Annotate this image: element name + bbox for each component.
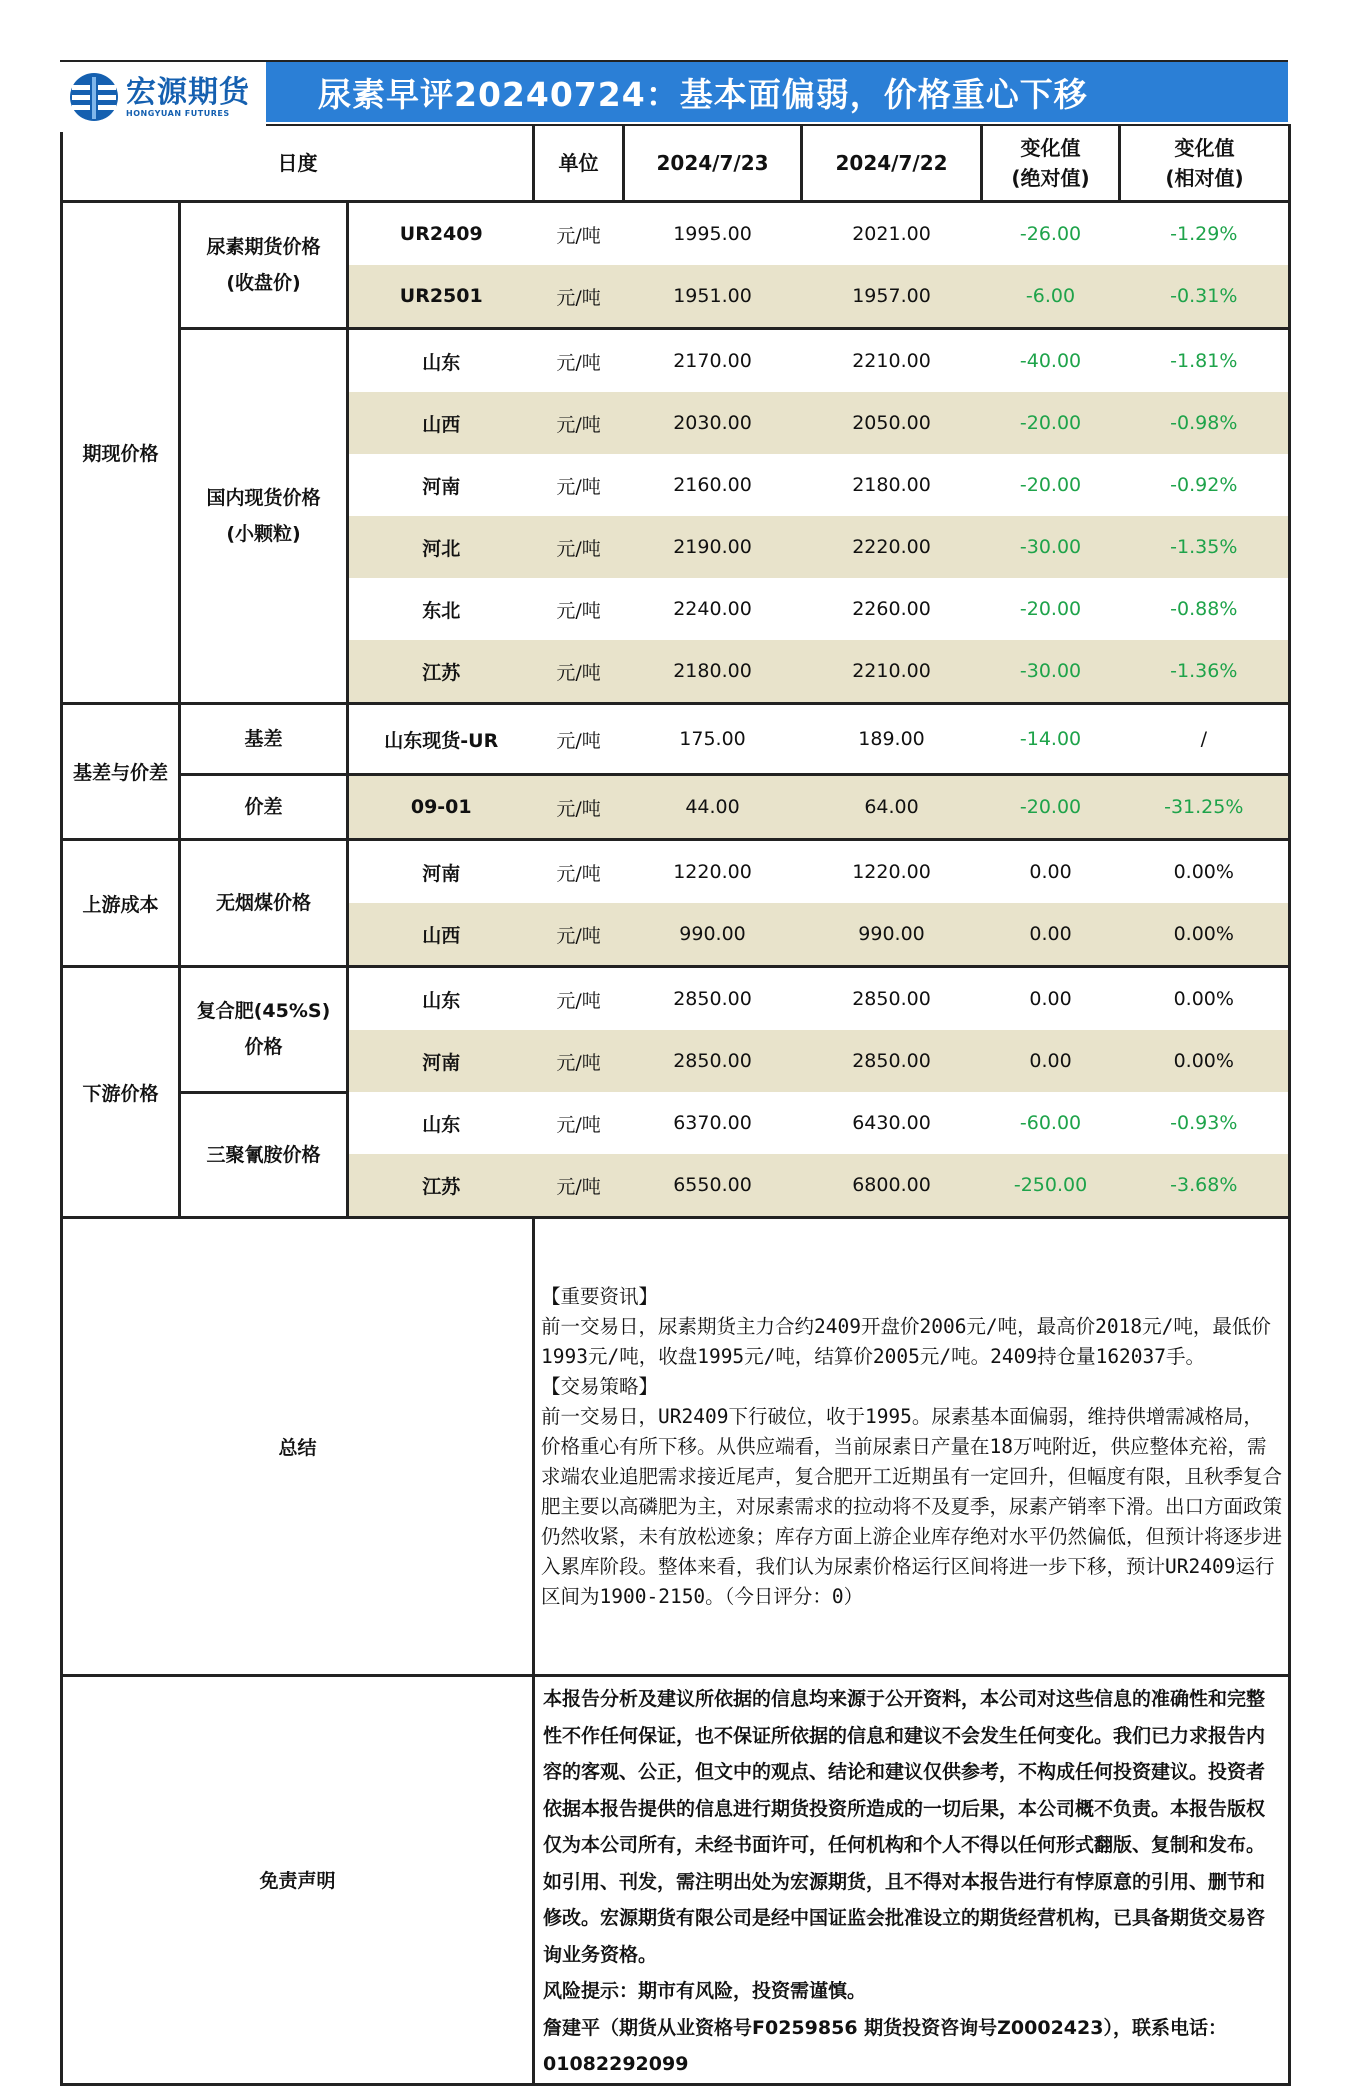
subcategory-melamine: 三聚氰胺价格 bbox=[180, 1092, 348, 1218]
row-unit: 元/吨 bbox=[556, 475, 601, 498]
row-abs-change: -40.00 bbox=[1019, 350, 1082, 372]
row-rel-change: -1.35% bbox=[1120, 516, 1290, 578]
row-name: UR2409 bbox=[399, 223, 483, 245]
hongyuan-logo-icon bbox=[68, 71, 120, 123]
row-name: 河南 bbox=[422, 475, 461, 498]
row-value-date2: 1220.00 bbox=[852, 861, 931, 883]
row-value-date2: 64.00 bbox=[802, 775, 982, 840]
row-name: 山东 bbox=[422, 989, 461, 1012]
table-row bbox=[62, 775, 1290, 840]
row-name: 09-01 bbox=[348, 775, 534, 840]
logo-name-en: HONGYUAN FUTURES bbox=[126, 108, 230, 118]
summary-cell bbox=[534, 1218, 1290, 1676]
row-name: 河南 bbox=[348, 1030, 534, 1092]
row-value-date1: 990.00 bbox=[624, 903, 802, 967]
table-row bbox=[62, 704, 1290, 775]
subcategory-spread: 价差 bbox=[180, 775, 348, 840]
row-abs-change: -60.00 bbox=[1019, 1112, 1082, 1134]
row-rel-change: -0.93% bbox=[1120, 1092, 1290, 1154]
row-value-date1: 1951.00 bbox=[624, 265, 802, 329]
col-header-period: 日度 bbox=[62, 125, 534, 202]
row-name: 河北 bbox=[348, 516, 534, 578]
col-header-date1: 2024/7/23 bbox=[624, 125, 802, 202]
row-name: 山西 bbox=[348, 392, 534, 454]
row-value-date1: 2030.00 bbox=[624, 392, 802, 454]
row-value-date1: 2240.00 bbox=[673, 598, 752, 620]
disclaimer-row bbox=[62, 1676, 1290, 2085]
row-abs-change: -20.00 bbox=[982, 775, 1120, 840]
row-abs-change: 0.00 bbox=[1029, 988, 1072, 1010]
row-name: 江苏 bbox=[348, 640, 534, 704]
subcategory-futures: 尿素期货价格 (收盘价) bbox=[180, 202, 348, 329]
subcategory-coal: 无烟煤价格 bbox=[180, 840, 348, 967]
row-value-date1: 1995.00 bbox=[673, 223, 752, 245]
row-value-date2: 2180.00 bbox=[852, 474, 931, 496]
row-name: UR2501 bbox=[348, 265, 534, 329]
row-unit: 元/吨 bbox=[534, 392, 624, 454]
row-rel-change: 0.00% bbox=[1120, 840, 1290, 904]
row-abs-change: -26.00 bbox=[1019, 223, 1082, 245]
row-value-date2: 990.00 bbox=[802, 903, 982, 967]
row-abs-change: 0.00 bbox=[1029, 861, 1072, 883]
col-header-date2: 2024/7/22 bbox=[802, 125, 982, 202]
row-value-date2: 2850.00 bbox=[852, 988, 931, 1010]
col-header-rel-change: 变化值 (相对值) bbox=[1120, 125, 1290, 202]
disclaimer-body: 本报告分析及建议所依据的信息均来源于公开资料，本公司对这些信息的准确性和完整性不作任何保证，也不保证所依据的信息和建议不会发生任何变化。我们已力求报告内容的客观、公正，但文中的观点、结论和建议仅供参考，不构成任何投资建议。投资者依据本报告提供的信息进行期货投资所造成的一切后果，本公司概不负责。本报告版权仅为本公司所有，未经书面许可，任何机构和个人不得以任何形式翻版、复制和发布。如引用、刊发，需注明出处为宏源期货，且不得对本报告进行有悖原意的引用、删节和修改。宏源期货有限公司是经中国证监会批准设立的期货经营机构，已具备期货交易咨询业务资格。 bbox=[543, 1688, 1266, 1966]
row-unit: 元/吨 bbox=[534, 265, 624, 329]
row-value-date1: 2170.00 bbox=[673, 350, 752, 372]
row-value-date1: 2180.00 bbox=[624, 640, 802, 704]
table-header-row bbox=[62, 125, 1290, 202]
row-rel-change: / bbox=[1120, 704, 1290, 775]
row-unit: 元/吨 bbox=[556, 1113, 601, 1136]
row-abs-change: -30.00 bbox=[982, 640, 1120, 704]
disclaimer-text bbox=[535, 1677, 1288, 2083]
row-abs-change: -20.00 bbox=[1019, 474, 1082, 496]
row-value-date2: 6430.00 bbox=[852, 1112, 931, 1134]
summary-text: 【重要资讯】 前一交易日，尿素期货主力合约2409开盘价2006元/吨，最高价2018元/吨，最低价1993元/吨，收盘1995元/吨，结算价2005元/吨。2409持仓量162037手。 【交易策略】 前一交易日，UR2409下行破位，收于1995。尿素基本面偏弱，维持供增需减格局，价格重心有所下移。从供应端看，当前尿素日产量在18万吨附近，供应整体充裕，需求端农业追肥需求接近尾声，复合肥开工近期虽有一定回升，但幅度有限，且秋季复合肥主要以高磷肥为主，对尿素需求的拉动将不及夏季，尿素产销率下滑。出口方面政策仍然收紧，未有放松迹象；库存方面上游企业库存绝对水平仍然偏低，但预计将逐步进入累库阶段。整体来看，我们认为尿素价格运行区间将进一步下移，预计UR2409运行区间为1900-2150。（今日评分：0） bbox=[541, 1284, 1283, 1608]
row-abs-change: -250.00 bbox=[982, 1154, 1120, 1218]
row-value-date2: 2021.00 bbox=[852, 223, 931, 245]
row-unit: 元/吨 bbox=[556, 224, 601, 247]
row-rel-change: -1.81% bbox=[1120, 329, 1290, 393]
row-unit: 元/吨 bbox=[556, 599, 601, 622]
category-spot-futures: 期现价格 bbox=[62, 202, 180, 704]
row-value-date2: 6800.00 bbox=[802, 1154, 982, 1218]
row-rel-change: 0.00% bbox=[1120, 967, 1290, 1031]
row-unit: 元/吨 bbox=[534, 1030, 624, 1092]
disclaimer-cell bbox=[534, 1676, 1290, 2085]
row-name: 山西 bbox=[348, 903, 534, 967]
row-abs-change: 0.00 bbox=[982, 1030, 1120, 1092]
row-value-date1: 2850.00 bbox=[673, 988, 752, 1010]
row-name: 山东 bbox=[422, 1113, 461, 1136]
row-rel-change: -0.98% bbox=[1120, 392, 1290, 454]
row-abs-change: -20.00 bbox=[982, 392, 1120, 454]
logo-text bbox=[126, 74, 250, 118]
table-row bbox=[62, 329, 1290, 393]
row-value-date2: 189.00 bbox=[802, 704, 982, 775]
row-value-date2: 1957.00 bbox=[802, 265, 982, 329]
row-abs-change: 0.00 bbox=[982, 903, 1120, 967]
row-value-date2: 2210.00 bbox=[802, 640, 982, 704]
row-rel-change: -1.36% bbox=[1120, 640, 1290, 704]
row-value-date1: 175.00 bbox=[624, 704, 802, 775]
row-abs-change: -14.00 bbox=[982, 704, 1120, 775]
table-row bbox=[62, 840, 1290, 904]
table-row bbox=[62, 1092, 1290, 1154]
subcategory-basis: 基差 bbox=[180, 704, 348, 775]
table-row bbox=[62, 202, 1290, 266]
row-value-date1: 1220.00 bbox=[673, 861, 752, 883]
row-value-date1: 6550.00 bbox=[624, 1154, 802, 1218]
disclaimer-label: 免责声明 bbox=[62, 1676, 534, 2085]
row-abs-change: -20.00 bbox=[1019, 598, 1082, 620]
table-row bbox=[62, 967, 1290, 1031]
row-value-date1: 2190.00 bbox=[624, 516, 802, 578]
row-value-date2: 2050.00 bbox=[802, 392, 982, 454]
risk-warning: 风险提示：期市有风险，投资需谨慎。 bbox=[543, 1980, 867, 2002]
row-abs-change: -30.00 bbox=[982, 516, 1120, 578]
category-basis-spread: 基差与价差 bbox=[62, 704, 180, 840]
summary-row bbox=[62, 1218, 1290, 1676]
col-header-unit: 单位 bbox=[534, 125, 624, 202]
row-name: 山东现货-UR bbox=[348, 704, 534, 775]
row-rel-change: -0.92% bbox=[1120, 454, 1290, 516]
subcategory-compound-fertilizer: 复合肥(45%S) 价格 bbox=[180, 967, 348, 1093]
row-unit: 元/吨 bbox=[534, 1154, 624, 1218]
row-value-date1: 2160.00 bbox=[673, 474, 752, 496]
row-rel-change: -3.68% bbox=[1120, 1154, 1290, 1218]
row-rel-change: 0.00% bbox=[1120, 1030, 1290, 1092]
row-unit: 元/吨 bbox=[556, 862, 601, 885]
report-title: 尿素早评20240724：基本面偏弱，价格重心下移 bbox=[266, 62, 1288, 122]
logo-name-cn: 宏源期货 bbox=[126, 74, 250, 110]
row-rel-change: -0.31% bbox=[1120, 265, 1290, 329]
summary-label: 总结 bbox=[62, 1218, 534, 1676]
report-header bbox=[60, 60, 1288, 124]
category-upstream: 上游成本 bbox=[62, 840, 180, 967]
row-value-date2: 2260.00 bbox=[852, 598, 931, 620]
row-value-date1: 44.00 bbox=[624, 775, 802, 840]
row-rel-change: -1.29% bbox=[1120, 202, 1290, 266]
row-value-date2: 2220.00 bbox=[802, 516, 982, 578]
author-info: 詹建平（期货从业资格号F0259856 期货投资咨询号Z0002423），联系电话：01082292099 bbox=[543, 2016, 1227, 2075]
row-name: 河南 bbox=[422, 862, 461, 885]
row-unit: 元/吨 bbox=[556, 989, 601, 1012]
row-name: 江苏 bbox=[348, 1154, 534, 1218]
row-rel-change: -0.88% bbox=[1120, 578, 1290, 640]
row-unit: 元/吨 bbox=[534, 775, 624, 840]
row-name: 东北 bbox=[422, 599, 461, 622]
company-logo bbox=[60, 62, 266, 132]
row-unit: 元/吨 bbox=[534, 640, 624, 704]
row-name: 山东 bbox=[422, 351, 461, 374]
row-unit: 元/吨 bbox=[556, 351, 601, 374]
col-header-abs-change: 变化值 (绝对值) bbox=[982, 125, 1120, 202]
row-abs-change: -6.00 bbox=[982, 265, 1120, 329]
row-rel-change: -31.25% bbox=[1120, 775, 1290, 840]
row-value-date2: 2210.00 bbox=[852, 350, 931, 372]
row-unit: 元/吨 bbox=[534, 516, 624, 578]
row-value-date2: 2850.00 bbox=[802, 1030, 982, 1092]
row-unit: 元/吨 bbox=[534, 903, 624, 967]
row-value-date1: 2850.00 bbox=[624, 1030, 802, 1092]
row-rel-change: 0.00% bbox=[1120, 903, 1290, 967]
category-downstream: 下游价格 bbox=[62, 967, 180, 1218]
row-unit: 元/吨 bbox=[534, 704, 624, 775]
row-value-date1: 6370.00 bbox=[673, 1112, 752, 1134]
report-page bbox=[60, 60, 1288, 2086]
price-table bbox=[60, 124, 1291, 2086]
subcategory-spot: 国内现货价格 (小颗粒) bbox=[180, 329, 348, 704]
